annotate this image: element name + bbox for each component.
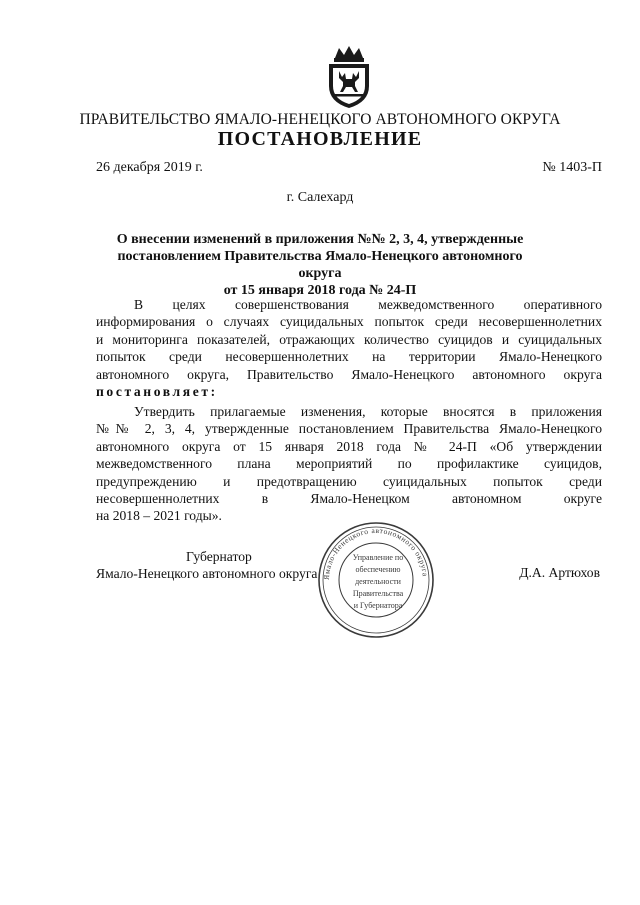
coat-of-arms-icon	[325, 44, 373, 110]
paragraph-line: и мониторинга показателей, отражающих количество суицидов и суицидальных	[96, 331, 602, 347]
paragraph-line: попыток среди несовершеннолетних на территории Ямало-Ненецкого	[96, 349, 602, 365]
paragraph-line: несовершеннолетних в Ямало-Ненецком автономном округе	[96, 490, 602, 506]
document-subject	[100, 231, 540, 299]
subject-line: О внесении изменений в приложения №№ 2, 3, 4, утвержденные	[116, 232, 524, 247]
stamp-line: обеспечению	[355, 565, 401, 574]
subject-line: от 15 января 2018 года № 24-П	[223, 283, 417, 298]
paragraph-line: Утвердить прилагаемые изменения, которые вносятся в приложения	[134, 404, 602, 419]
stamp-line: Правительства	[352, 589, 404, 598]
signer-title	[96, 548, 346, 582]
signer-region: Ямало-Ненецкого автономного округа	[96, 566, 318, 581]
decree-word: постановляет:	[96, 383, 218, 399]
document-date: 26 декабря 2019 г.	[96, 160, 203, 175]
paragraph-line: автономного округа, Правительство Ямало-Ненецкого автономного округа	[96, 366, 602, 382]
paragraph-line: межведомственного плана мероприятий по профилактике суицидов,	[96, 456, 602, 472]
signer-position: Губернатор	[186, 549, 252, 564]
paragraph-line: В целях совершенствования межведомственного оперативного	[134, 297, 602, 312]
document-number: № 1403-П	[542, 160, 602, 175]
decree-paragraph	[96, 403, 602, 525]
subject-line: постановлением Правительства Ямало-Ненецкого автономного округа	[117, 249, 523, 281]
signer-name: Д.А. Артюхов	[519, 565, 600, 580]
document-city: г. Салехард	[286, 190, 354, 205]
paragraph-line: №№ 2, 3, 4, утвержденные постановлением Правительства Ямало-Ненецкого	[96, 421, 602, 437]
government-name: ПРАВИТЕЛЬСТВО ЯМАЛО-НЕНЕЦКОГО АВТОНОМНОГО ОКРУГА	[79, 111, 561, 128]
stamp-line: деятельности	[355, 577, 401, 586]
official-stamp-icon	[316, 520, 436, 640]
stamp-line: и Губернатора	[353, 601, 403, 610]
paragraph-line: на 2018 – 2021 годы».	[96, 508, 222, 524]
stamp-line: Управление по	[352, 553, 404, 562]
preamble-paragraph	[96, 296, 602, 400]
paragraph-line: автономного округа от 15 января 2018 года № 24-П «Об утверждении	[96, 438, 602, 454]
paragraph-line: информирования о случаях суицидальных попыток среди несовершеннолетних	[96, 314, 602, 330]
paragraph-line: предупреждению и предотвращению суицидальных попыток среди	[96, 473, 602, 489]
stamp-ring-text: Ямало-Ненецкого автономного округа	[321, 525, 430, 581]
document-type: ПОСТАНОВЛЕНИЕ	[217, 128, 423, 150]
